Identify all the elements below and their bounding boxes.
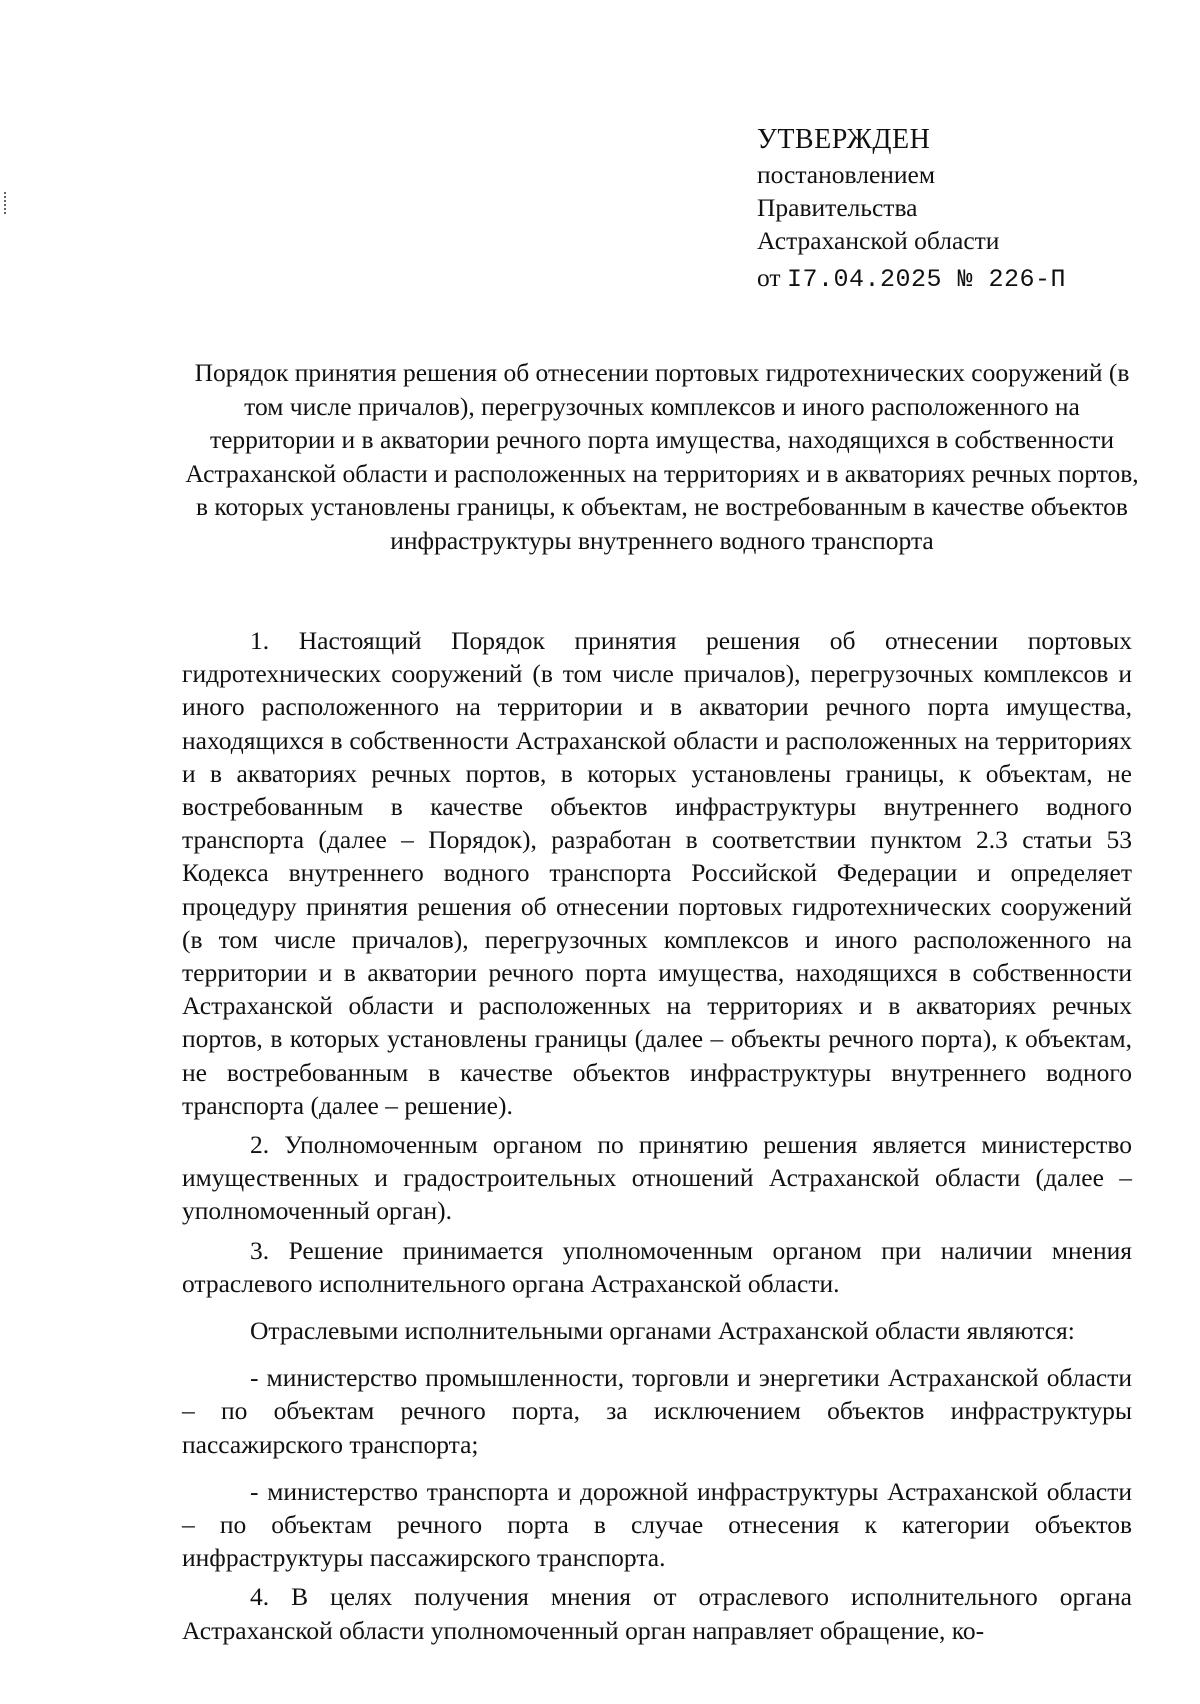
approval-title: УТВЕРЖДЕН xyxy=(757,124,931,155)
paragraph-2: 2. Уполномоченным органом по принятию решения является министерство имущественных и градостроительных отношений Астраханской области (далее – уполномоченный орган). xyxy=(182,1130,1132,1226)
document-title: Порядок принятия решения об отнесении портовых гидротехнических сооружений (в том числе причалов), перегрузочных комплексов и иного расположенного на территории и в акватории речного порта имущества, находящихся в собственности Астраханской области и расположенных на территориях и в акваториях речных портов, в которых установлены границы, к объектам, не востребованным в качестве объектов инфраструктуры внутреннего водного транспорта xyxy=(185,358,1139,555)
list-item-1: - министерство промышленности, торговли и энергетики Астраханской области – по объектам речного порта, за исключением объектов инфраструктуры пассажирского транспорта; xyxy=(182,1363,1132,1459)
paragraph-1: 1. Настоящий Порядок принятия решения об отнесении портовых гидротехнических сооружений (в том числе причалов), перегрузочных комплексов и иного расположенного на территории и в акватории речного порта имущества, находящихся в собственности Астраханской области и расположенных на территориях и в акваториях речных портов, в которых установлены границы, к объектам, не востребованным в качестве объектов инфраструктуры внутреннего водного транспорта (далее – Порядок), разработан в соответствии пунктом 2.3 статьи 53 Кодекса внутреннего водного транспорта Российской Федерации и определяет процедуру принятия решения об отнесении портовых гидротехнических сооружений (в том числе причалов), перегрузочных комплексов и иного расположенного на территории и в акватории речного порта имущества, находящихся в собственности Астраханской области и расположенных на территориях и в акваториях речных портов, в которых установлены границы (далее – объекты речного порта), к объектам, не востребованным в качестве объектов инфраструктуры внутреннего водного транспорта (далее – решение). xyxy=(182,626,1132,1120)
document-body xyxy=(182,624,1132,1653)
list-item-2: - министерство транспорта и дорожной инфраструктуры Астраханской области – по объектам речного порта в случае отнесения к категории объектов инфраструктуры пассажирского транспорта. xyxy=(182,1476,1132,1573)
approval-date-number: I7.04.2025 № 226-П xyxy=(786,265,1066,294)
approval-line-1: постановлением xyxy=(757,160,936,189)
paragraph-3: 3. Решение принимается уполномоченным органом при наличии мнения отраслевого исполнительного органа Астраханской области. xyxy=(182,1235,1132,1298)
paragraph-4: 4. В целях получения мнения от отраслевого исполнительного органа Астраханской области уполномоченный орган направляет обращение, ко- xyxy=(182,1582,1132,1645)
approval-stamp-block xyxy=(757,122,1157,296)
approval-line-3: Астраханской области xyxy=(757,226,1000,255)
approval-line-2: Правительства xyxy=(757,193,918,222)
paragraph-3-list-intro: Отраслевыми исполнительными органами Астраханской области являются: xyxy=(250,1316,1075,1346)
scan-margin-mark xyxy=(4,192,8,214)
approval-date-line xyxy=(757,261,1157,296)
approval-date-prefix: от xyxy=(757,263,781,292)
